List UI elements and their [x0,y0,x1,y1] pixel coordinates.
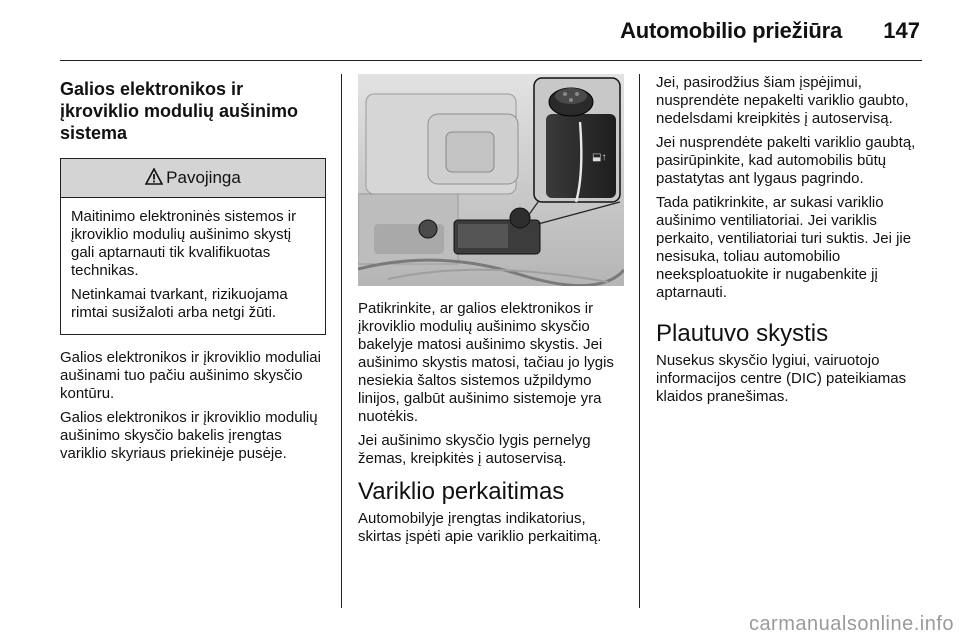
warning-body [61,198,325,334]
section-heading: Variklio perkaitimas [358,478,565,505]
page-number: 147 [883,18,920,43]
body-paragraph: Nusekus skysčio lygiui, vairuotojo informacijos centre (DIC) pateikiamas klaidos pranešimas. [656,352,907,405]
column-divider-2 [639,74,640,608]
column-2 [358,74,624,552]
warning-header [61,159,325,198]
body-paragraph: Galios elektronikos ir įkroviklio modulių aušinimo skysčio bakelis įrengtas variklio skyriaus priekinėje pusėje. [60,409,318,462]
column-1 [60,74,326,469]
section-heading: Plautuvo skystis [656,320,829,347]
column-divider-1 [341,74,342,608]
column-3 [656,74,922,412]
body-paragraph: Tada patikrinkite, ar sukasi variklio aušinimo ventiliatoriai. Jei variklis perkaito, ventiliatoriai turi suktis. Jei jie nesisuka, toliau automobilio neeksploatuokite ir nugabenkite jį aptarnauti. [656,194,912,301]
header-divider [60,60,922,61]
svg-text:⬓↑: ⬓↑ [592,152,607,163]
warning-paragraph: Maitinimo elektroninės sistemos ir įkroviklio modulių aušinimo skystį gali aptarnauti tik kvalifikuotas technikas. [71,208,297,279]
body-paragraph: Automobilyje įrengtas indikatorius, skirtas įspėti apie variklio perkaitimą. [358,510,602,545]
warning-paragraph: Netinkamai tvarkant, rizikuojama rimtai susižaloti arba netgi žūti. [71,286,288,321]
watermark: carmanualsonline.info [748,613,954,635]
section-heading: Galios elektronikos ir įkroviklio modulių aušinimo sistema [60,79,299,143]
warning-title: Pavojinga [166,168,241,187]
body-paragraph: Galios elektronikos ir įkroviklio moduliai aušinami tuo pačiu aušinimo skysčio kontūru. [60,349,321,402]
warning-triangle-icon [145,161,163,199]
body-paragraph: Jei aušinimo skysčio lygis pernelyg žemas, kreipkitės į autoservisą. [358,432,591,467]
body-paragraph: Patikrinkite, ar galios elektronikos ir įkroviklio modulių aušinimo skysčio bakelyje matosi aušinimo skystis. Jei aušinimo skystis matosi, tačiau jo lygis nesiekia šaltos sistemos užpildymo linijos, galbūt aušinimo sistemoje yra nuotėkis. [358,300,614,425]
coolant-reservoir-photo [358,74,624,286]
body-paragraph: Jei nusprendėte pakelti variklio gaubtą, pasirūpinkite, kad automobilis būtų pastatytas ant lygaus pagrindo. [656,134,916,187]
page-header-title: Automobilio priežiūra [620,18,842,43]
body-paragraph: Jei, pasirodžius šiam įspėjimui, nusprendėte nepakelti variklio gaubto, nedelsdami kreipkitės į autoservisą. [656,74,909,127]
warning-box [60,158,326,335]
